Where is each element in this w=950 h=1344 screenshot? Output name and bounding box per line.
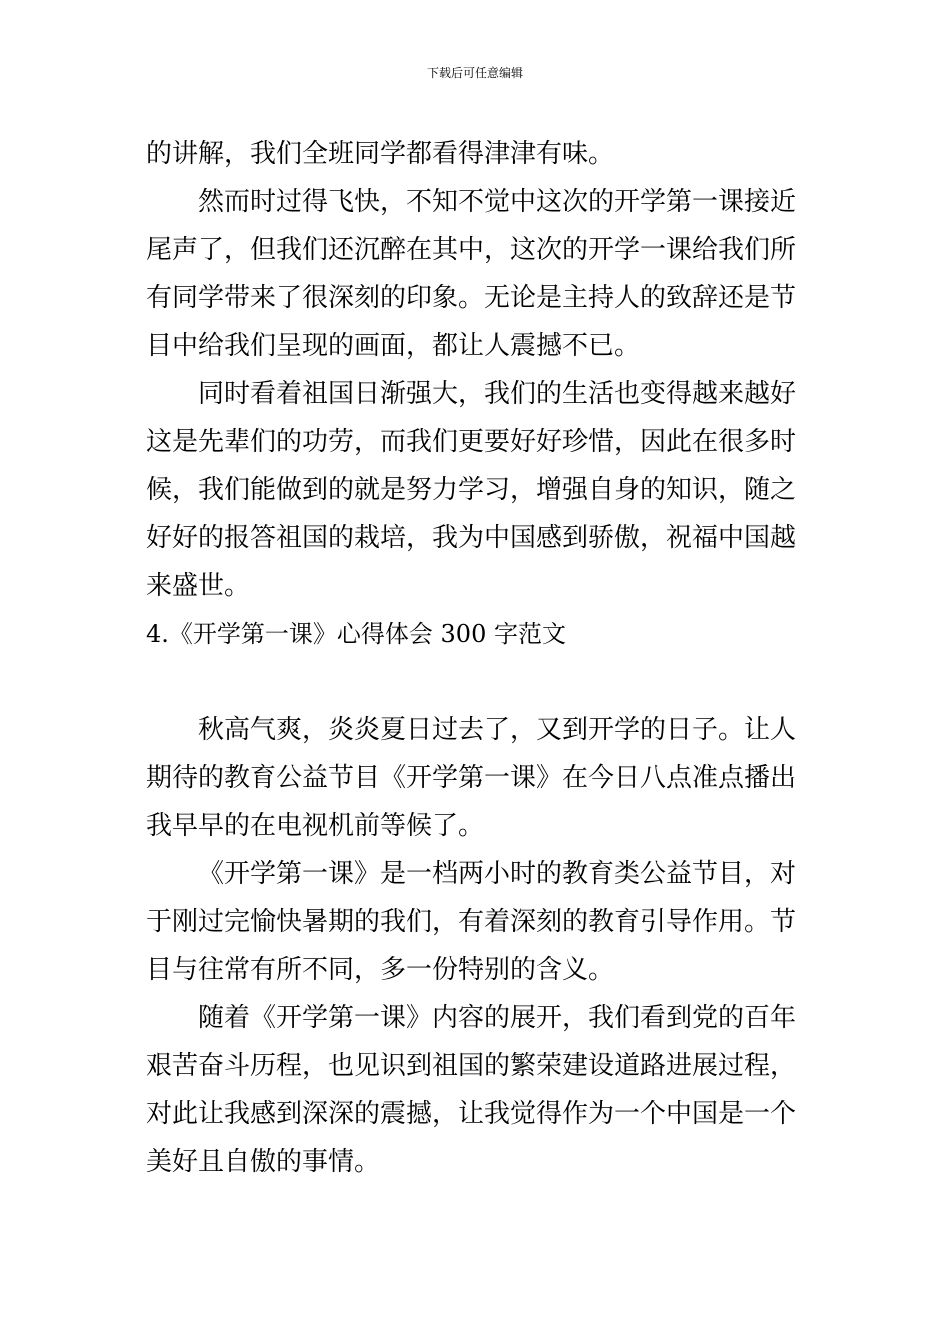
page-header: 下载后可任意编辑 <box>426 66 523 80</box>
paragraph: 同时看着祖国日渐强大，我们的生活也变得越来越好这是先辈们的功劳，而我们更要好好珍惜，因此在很多时候，我们能做到的就是努力学习，增强自身的知识，随之好好的报答祖国的栽培，我为中国感到骄傲，祝福中国越来盛世。 <box>146 379 797 601</box>
blank-line <box>146 658 806 706</box>
paragraph: 秋高气爽，炎炎夏日过去了，又到开学的日子。让人期待的教育公益节目《开学第一课》在今日八点准点播出我早早的在电视机前等候了。 <box>146 715 797 841</box>
document-body <box>146 130 806 1186</box>
paragraph: 的讲解，我们全班同学都看得津津有味。 <box>146 139 615 169</box>
section-heading: 4.《开学第一课》心得体会 300 字范文 <box>146 620 566 648</box>
paragraph: 然而时过得飞快，不知不觉中这次的开学第一课接近尾声了，但我们还沉醉在其中，这次的开学一课给我们所有同学带来了很深刻的印象。无论是主持人的致辞还是节目中给我们呈现的画面，都让人震撼不已。 <box>146 187 797 361</box>
paragraph: 《开学第一课》是一档两小时的教育类公益节目，对于刚过完愉快暑期的我们，有着深刻的教育引导作用。节目与往常有所不同，多一份特别的含义。 <box>146 859 797 985</box>
paragraph: 随着《开学第一课》内容的展开，我们看到党的百年艰苦奋斗历程，也见识到祖国的繁荣建设道路进展过程，对此让我感到深深的震撼，让我觉得作为一个中国是一个美好且自傲的事情。 <box>146 1003 797 1177</box>
